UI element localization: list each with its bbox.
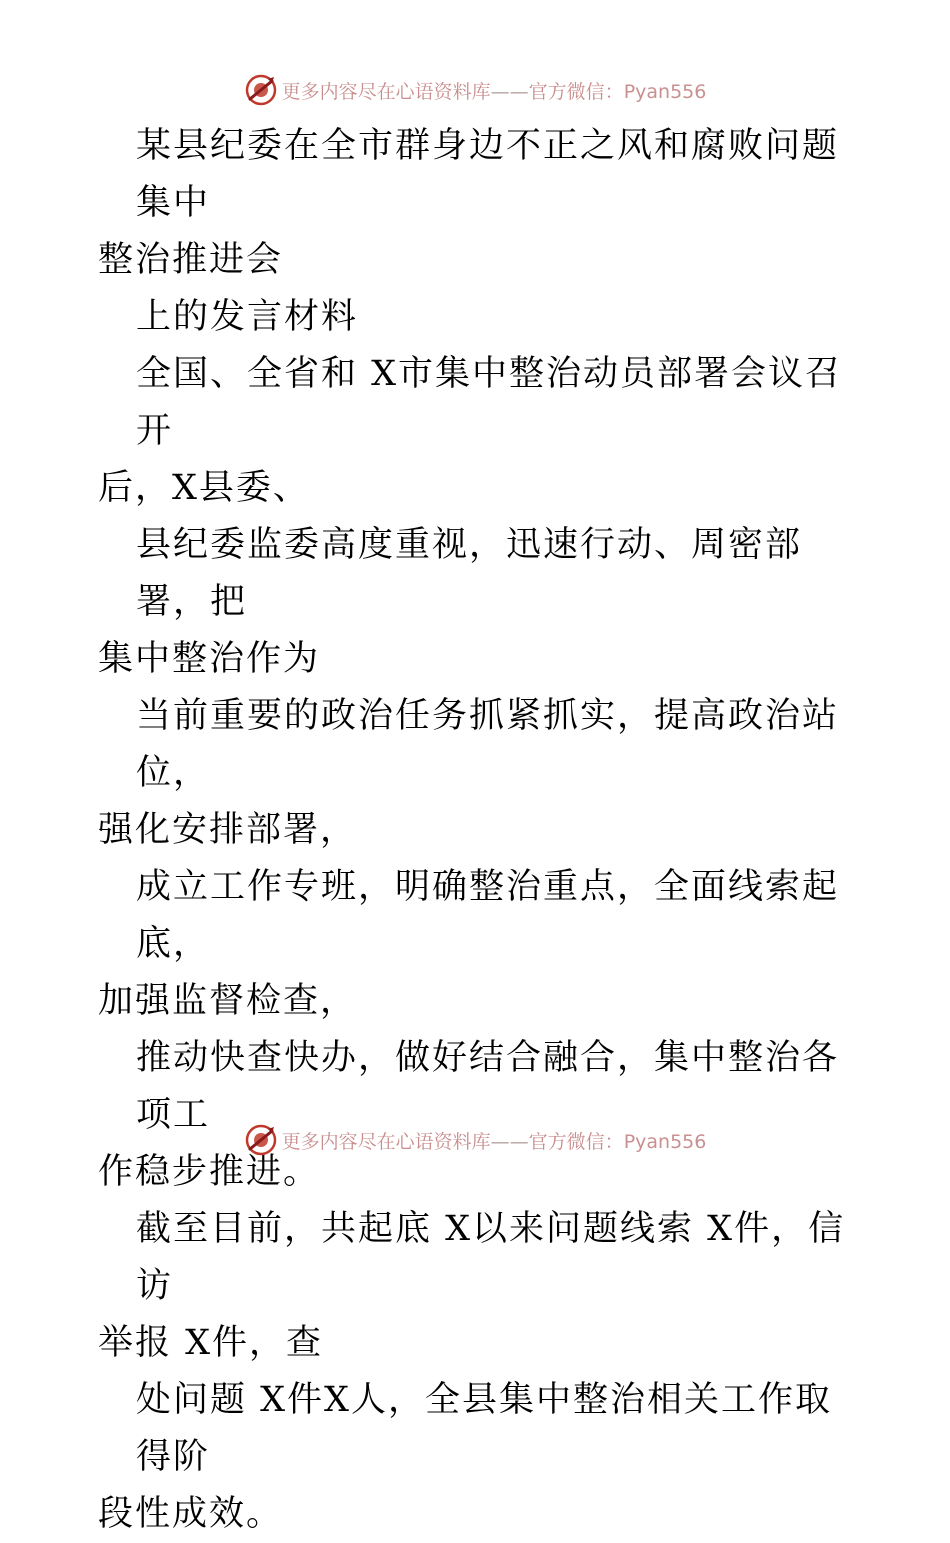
watermark-label: 官方微信： (528, 80, 624, 103)
text-line: 成立工作专班，明确整治重点，全面线索起底， (136, 867, 840, 964)
text-line: 集中整治作为 (98, 639, 321, 679)
watermark-text (282, 77, 707, 104)
text-line: 举报 X件，查 (98, 1323, 324, 1363)
text-line: 截至目前，共起底 X以来问题线索 X件，信访 (136, 1209, 846, 1306)
watermark-handle: Pyan556 (623, 80, 707, 103)
footer-watermark (0, 1120, 950, 1160)
text-line: 作稳步推进。 (98, 1152, 321, 1192)
watermark-separator: —— (490, 80, 529, 103)
text-line: 县纪委监委高度重视，迅速行动、周密部署，把 (136, 525, 803, 622)
text-line: 加强监督检查， (98, 981, 358, 1021)
text-line: 某县纪委在全市群身边不正之风和腐败问题集中 (136, 126, 840, 223)
text-line: 段性成效。 (98, 1494, 284, 1534)
watermark-text (282, 1127, 707, 1154)
document-body (98, 118, 858, 1543)
text-line: 强化安排部署， (98, 810, 358, 850)
text-line: 上的发言材料 (136, 297, 359, 337)
watermark-separator: —— (490, 1130, 529, 1153)
text-line: 整治推进会 (98, 240, 284, 280)
watermark-title: 更多内容尽在心语资料库 (281, 80, 491, 103)
brand-logo-icon (244, 1123, 278, 1157)
watermark-title: 更多内容尽在心语资料库 (281, 1130, 491, 1153)
text-line: 后，X县委、 (98, 468, 310, 508)
text-line: 当前重要的政治任务抓紧抓实，提高政治站位， (136, 696, 840, 793)
watermark-label: 官方微信： (528, 1130, 624, 1153)
header-watermark (0, 70, 950, 110)
text-line: 处问题 X件X人，全县集中整治相关工作取得阶 (136, 1380, 832, 1477)
text-line: 全国、全省和 X市集中整治动员部署会议召开 (136, 354, 843, 451)
text-line: 推动快查快办，做好结合融合，集中整治各项工 (136, 1038, 840, 1135)
watermark-handle: Pyan556 (623, 1130, 707, 1153)
brand-logo-icon (244, 73, 278, 107)
